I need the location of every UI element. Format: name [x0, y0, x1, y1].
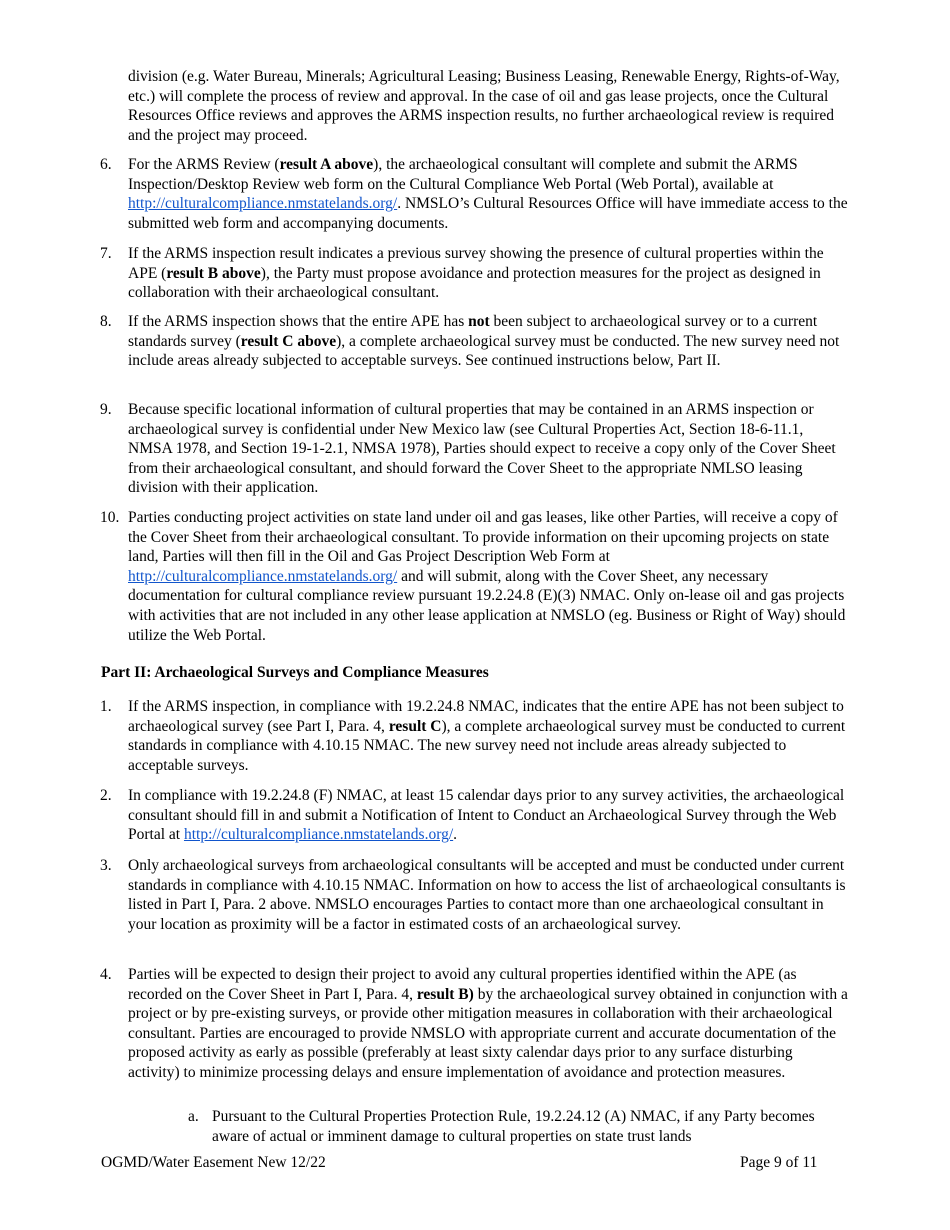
list-item	[100, 965, 848, 1083]
portal-link[interactable]: http://culturalcompliance.nmstatelands.org/	[128, 195, 398, 213]
sub-list-item	[188, 1107, 848, 1146]
item-text: For the ARMS Review (result A above), the archaeological consultant will complete and submit the ARMS Inspection/Desktop Review web form on the Cultural Compliance Web Portal (Web Portal), available at http://culturalcompliance.nmstatelands.org/. NMSLO’s Cultural Resources Office will have immediate access to the submitted web form and accompanying documents.	[128, 156, 848, 232]
item-text: Because specific locational information of cultural properties that may be contained in an ARMS inspection or archaeological survey is confidential under New Mexico law (see Cultural Properties Act, Section 18-6-11.1, NMSA 1978, and Section 19-1-2.1, NMSA 1978), Parties should expect to receive a copy only of the Cover Sheet from their archaeological consultant, and should forward the Cover Sheet to the appropriate NMLSO leasing division with their application.	[128, 401, 836, 497]
sub-item-letter: a.	[188, 1108, 199, 1125]
item-text: If the ARMS inspection result indicates a previous survey showing the presence of cultural properties within the APE (result B above), the Party must propose avoidance and protection measures for the project as designed in collaboration with their archaeological consultant.	[128, 245, 824, 302]
list-item	[100, 786, 848, 845]
list-item	[100, 244, 848, 303]
item-text: Parties will be expected to design their project to avoid any cultural properties identified within the APE (as recorded on the Cover Sheet in Part I, Para. 4, result B) by the archaeological survey obtained in conjunction with a project or by pre-existing surveys, or provide other mitigation measures in collaboration with their archaeological consultant. Parties are encouraged to provide NMSLO with appropriate current and accurate documentation of the proposed activity as early as possible (preferably at least sixty calendar days prior to any surface disturbing activity) to minimize processing delays and ensure implementation of avoidance and protection measures.	[128, 966, 848, 1081]
item-number: 3.	[100, 857, 112, 874]
item-number: 1.	[100, 698, 112, 715]
footer-document-id: OGMD/Water Easement New 12/22	[101, 1154, 326, 1171]
item-number: 9.	[100, 401, 112, 418]
portal-link[interactable]: http://culturalcompliance.nmstatelands.org/	[128, 567, 398, 585]
item-number: 10.	[100, 509, 120, 526]
portal-link[interactable]: http://culturalcompliance.nmstatelands.org/	[183, 826, 454, 844]
list-item	[100, 697, 848, 775]
sub-item-text: Pursuant to the Cultural Properties Protection Rule, 19.2.24.12 (A) NMAC, if any Party becomes aware of actual or imminent damage to cultural properties on state trust lands	[212, 1108, 815, 1145]
section-heading: Part II: Archaeological Surveys and Compliance Measures	[101, 664, 489, 681]
item-number: 2.	[100, 787, 112, 804]
item-text: In compliance with 19.2.24.8 (F) NMAC, at least 15 calendar days prior to any survey activities, the archaeological consultant should fill in and submit a Notification of Intent to Conduct an Archaeological Survey through the Web Portal at http://culturalcompliance.nmstatelands.org/.	[128, 787, 845, 844]
list-item	[100, 856, 848, 934]
intro-paragraph: division (e.g. Water Bureau, Minerals; Agricultural Leasing; Business Leasing, Renewable Energy, Rights-of-Way, etc.) will complete the process of review and approval. In the case of oil and gas lease projects, once the Cultural Resources Office reviews and approves the ARMS inspection results, no further archaeological review is required and the project may proceed.	[128, 68, 840, 144]
list-item	[100, 508, 848, 645]
item-text: If the ARMS inspection, in compliance with 19.2.24.8 NMAC, indicates that the entire APE has not been subject to archaeological survey (see Part I, Para. 4, result C), a complete archaeological survey must be conducted to current standards in compliance with 4.10.15 NMAC. The new survey need not include areas already subjected to acceptable surveys.	[128, 698, 846, 774]
item-number: 6.	[100, 156, 112, 173]
item-number: 4.	[100, 966, 112, 983]
item-text: If the ARMS inspection shows that the entire APE has not been subject to archaeological survey or to a current standards survey (result C above), a complete archaeological survey must be conducted. The new survey need not include areas already subjected to acceptable surveys. See continued instructions below, Part II.	[128, 313, 840, 370]
footer-page-number: Page 9 of 11	[740, 1154, 818, 1171]
list-item	[100, 400, 848, 498]
list-item	[100, 312, 848, 371]
item-text: Parties conducting project activities on state land under oil and gas leases, like other Parties, will receive a copy of the Cover Sheet from their archaeological consultant. To provide information on their upcoming projects on state land, Parties will then fill in the Oil and Gas Project Description Web Form at http://culturalcompliance.nmstatelands.org/ and will submit, along with the Cover Sheet, any necessary documentation for cultural compliance review pursuant 19.2.24.8 (E)(3) NMAC. Only on-lease oil and gas projects with activities that are not included in any other lease application at NMSLO (eg. Business or Right of Way) should utilize the Web Portal.	[128, 509, 846, 644]
list-item	[100, 155, 848, 233]
item-number: 7.	[100, 245, 112, 262]
item-text: Only archaeological surveys from archaeological consultants will be accepted and must be conducted under current standards in compliance with 4.10.15 NMAC. Information on how to access the list of archaeological consultants is listed in Part I, Para. 2 above. NMSLO encourages Parties to contact more than one archaeological consultant in your location as proximity will be a factor in estimated costs of an archaeological survey.	[128, 857, 846, 933]
item-number: 8.	[100, 313, 112, 330]
